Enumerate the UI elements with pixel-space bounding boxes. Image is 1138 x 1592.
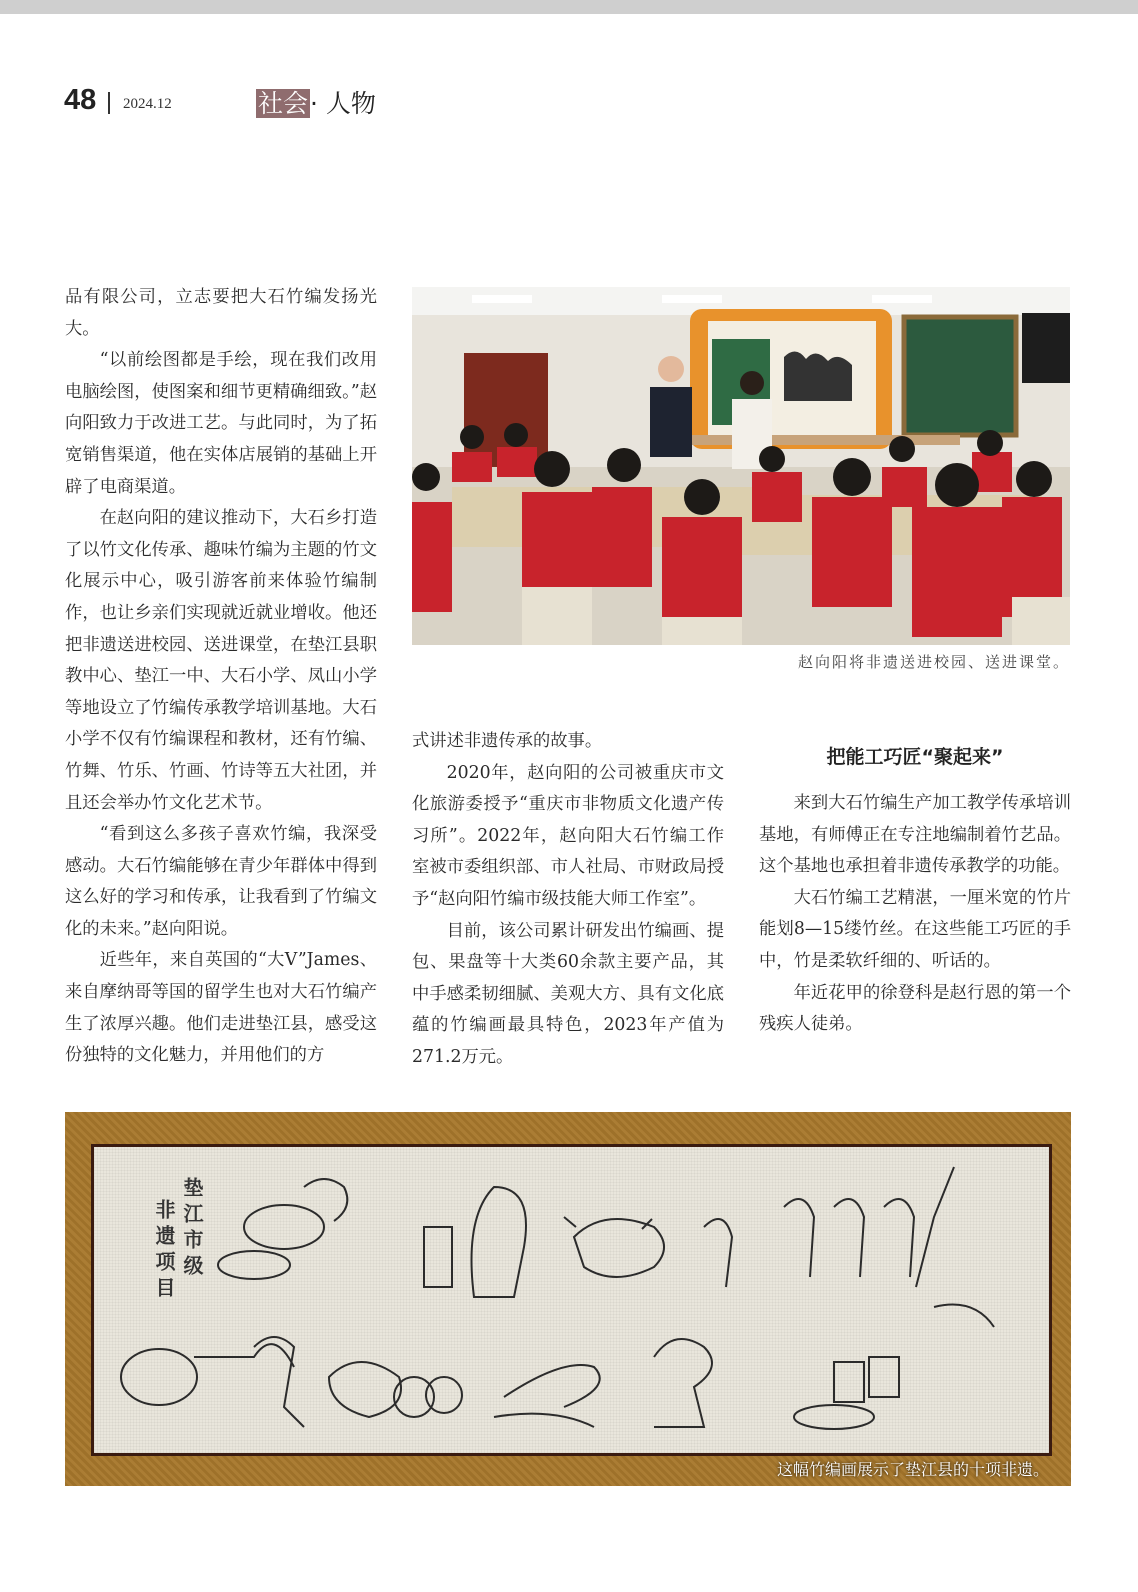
article-column-2 xyxy=(412,726,724,1074)
article-column-1 xyxy=(65,282,377,1072)
section-subtitle: · 人物 xyxy=(310,89,376,118)
painting-caption: 这幅竹编画展示了垫江县的十项非遗。 xyxy=(776,1460,1049,1479)
bamboo-weaving-painting xyxy=(65,1112,1071,1486)
paragraph: 2020年，赵向阳的公司被重庆市文化旅游委授予“重庆市非物质文化遗产传习所”。2022年，赵向阳大石竹编工作室被市委组织部、市人社局、市财政局授予“赵向阳竹编市级技能大师工作室”。 xyxy=(412,762,724,909)
inscription-line: 垫江市级 xyxy=(180,1177,204,1281)
paragraph: “以前绘图都是手绘，现在我们改用电脑绘图，使图案和细节更精确细致。”赵向阳致力于改进工艺。与此同时，为了拓宽销售渠道，他在实体店展销的基础上开辟了电商渠道。 xyxy=(65,350,377,497)
section-tag: 社会 xyxy=(258,89,309,118)
paragraph: 年近花甲的徐登科是赵行恩的第一个残疾人徒弟。 xyxy=(759,982,1071,1035)
article-column-3 xyxy=(759,788,1071,1041)
paragraph: 来到大石竹编生产加工教学传承培训基地，有师傅正在专注地编制着竹艺品。这个基地也承担着非遗传承教学的功能。 xyxy=(759,793,1071,877)
paragraph: 式讲述非遗传承的故事。 xyxy=(412,731,603,751)
issue-date: 2024.12 xyxy=(123,96,172,112)
paragraph: 在赵向阳的建议推动下，大石乡打造了以竹文化传承、趣味竹编为主题的竹文化展示中心，吸引游客前来体验竹编制作，也让乡亲们实现就近就业增收。他还把非遗送进校园、送进课堂，在垫江县职教中心、垫江一中、大石小学、凤山小学等地设立了竹编传承教学培训基地。大石小学不仅有竹编课程和教材，还有竹编、竹舞、竹乐、竹画、竹诗等五大社团，并且还会举办竹文化艺术节。 xyxy=(65,508,377,813)
subheading: 把能工巧匠“聚起来” xyxy=(826,746,1004,768)
photo-caption: 赵向阳将非遗送进校园、送进课堂。 xyxy=(797,653,1070,671)
classroom-photo xyxy=(412,287,1070,645)
paragraph: “看到这么多孩子喜欢竹编，我深受感动。大石竹编能够在青少年群体中得到这么好的学习和传承，让我看到了竹编文化的未来。”赵向阳说。 xyxy=(65,824,377,939)
classroom-illustration xyxy=(412,287,1070,645)
painting-canvas xyxy=(91,1144,1052,1456)
top-rule xyxy=(0,0,1138,14)
inscription-line: 非遗项目 xyxy=(152,1199,176,1303)
paragraph: 大石竹编工艺精湛，一厘米宽的竹片能划8—15缕竹丝。在这些能工巧匠的手中，竹是柔软纤细的、听话的。 xyxy=(759,887,1071,971)
header-divider xyxy=(108,92,110,114)
page-number: 48 xyxy=(64,84,97,116)
paragraph: 目前，该公司累计研发出竹编画、提包、果盘等十大类60余款主要产品，其中手感柔韧细腻、美观大方、具有文化底蕴的竹编画最具特色，2023年产值为271.2万元。 xyxy=(412,920,724,1067)
folk-sketches xyxy=(94,1147,1049,1453)
paragraph: 品有限公司，立志要把大石竹编发扬光大。 xyxy=(65,287,377,339)
paragraph: 近些年，来自英国的“大V”James、来自摩纳哥等国的留学生也对大石竹编产生了浓厚兴趣。他们走进垫江县，感受这份独特的文化魅力，并用他们的方 xyxy=(65,950,377,1066)
section-title xyxy=(256,84,376,120)
